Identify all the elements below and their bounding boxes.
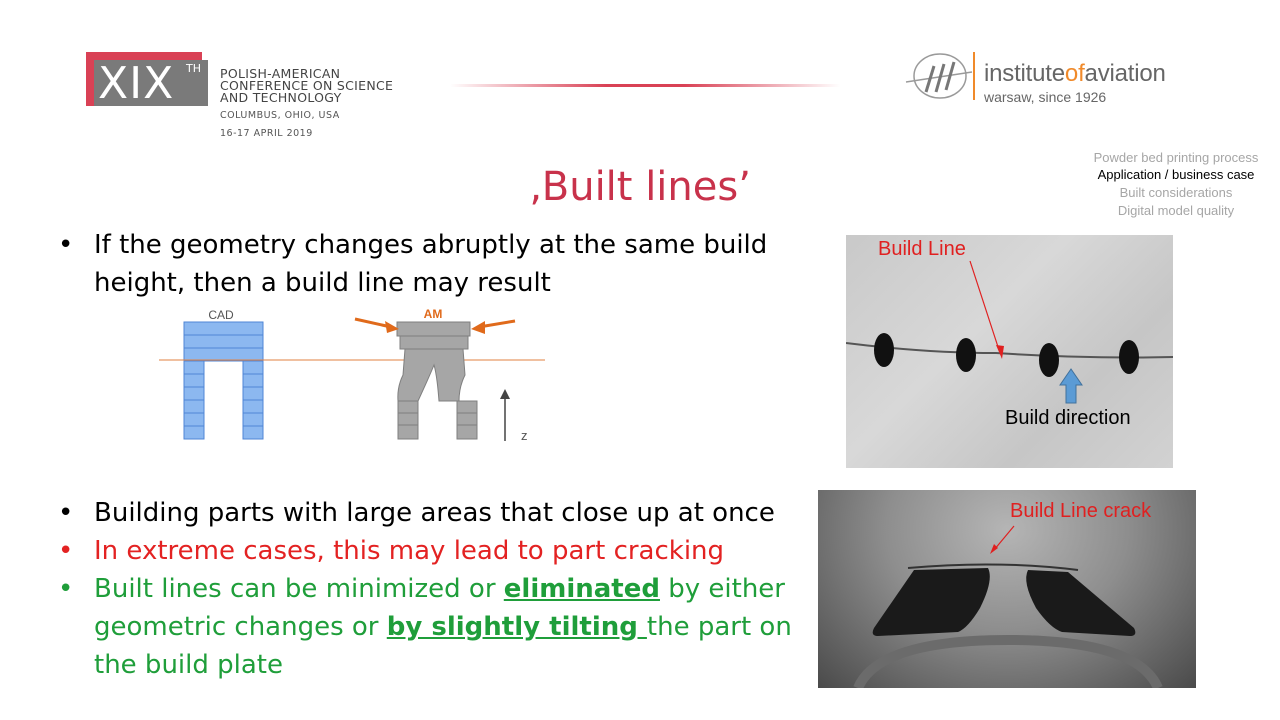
cutout-left [873,568,990,636]
bullet-marker: • [58,230,74,260]
am-label: AM [423,307,443,321]
bullet-text: Building parts with large areas that close up at once [94,498,775,528]
compression-arrow-left-icon [355,319,399,333]
conference-location: COLUMBUS, OHIO, USA [220,110,340,121]
bullet-emphasis-tilting: by slightly tilting [386,612,647,642]
hole-1 [874,333,894,367]
bullet-geometry-change [58,226,794,302]
nav-item-powder-bed[interactable]: Powder bed printing process [1093,150,1259,165]
conference-title-line-3: AND TECHNOLOGY [220,90,342,105]
institute-emblem-icon [904,48,974,104]
bullet-minimize [58,570,794,684]
build-line-photo-overlay [846,235,1173,468]
am-shape [397,322,477,439]
bullet-text-a: Built lines can be minimized or [94,574,504,604]
build-direction-label: Build direction [1005,407,1131,429]
part-rim [858,640,1158,688]
conference-logo-superscript: TH [186,62,201,75]
hole-2 [956,338,976,372]
crack-pointer [994,526,1014,550]
cutout-right [1026,570,1135,636]
bullet-text: In extreme cases, this may lead to part cracking [94,536,725,566]
z-axis-label: z [521,428,528,443]
conference-logo-numeral: XIX [98,58,175,109]
institute-subtitle: warsaw, since 1926 [984,89,1107,105]
header-divider [450,84,840,87]
bullet-marker: • [58,574,74,604]
build-line-pointer [970,261,1000,353]
bullet-marker: • [58,536,74,566]
slide-title: ‚Built lines’ [529,164,751,210]
institute-name: instituteofaviation [984,60,1166,87]
build-direction-arrow-icon [1060,369,1082,403]
conference-title-line-2: CONFERENCE ON SCIENCE [220,78,394,93]
nav-item-digital-model[interactable]: Digital model quality [1117,203,1235,218]
institute-divider [973,52,975,100]
nav-item-application[interactable]: Application / business case [1097,167,1255,182]
cad-label: CAD [208,308,234,322]
bullet-text-e: the part on the build plate [94,612,792,680]
conference-dates: 16-17 APRIL 2019 [220,128,313,139]
hole-4 [1119,340,1139,374]
bullet-text-c: by either geometric changes or [94,574,785,642]
bullet-marker: • [58,498,74,528]
build-line-diagram [155,305,550,450]
nav-item-built-considerations[interactable]: Built considerations [1119,185,1233,200]
bullet-emphasis-eliminated: eliminated [503,574,660,604]
hole-3 [1039,343,1059,377]
bullet-large-areas [58,494,814,532]
bullet-text: If the geometry changes abruptly at the same build height, then a build line may result [94,230,768,298]
compression-arrow-right-icon [471,321,515,334]
build-line-crack-label: Build Line crack [1010,500,1152,522]
crack-mark [908,564,1078,570]
z-axis-arrow-icon [500,389,510,441]
conference-title-line-1: POLISH-AMERICAN [220,66,341,81]
build-line-label: Build Line [878,238,966,260]
bullet-cracking [58,532,814,570]
cad-shape [184,322,263,439]
